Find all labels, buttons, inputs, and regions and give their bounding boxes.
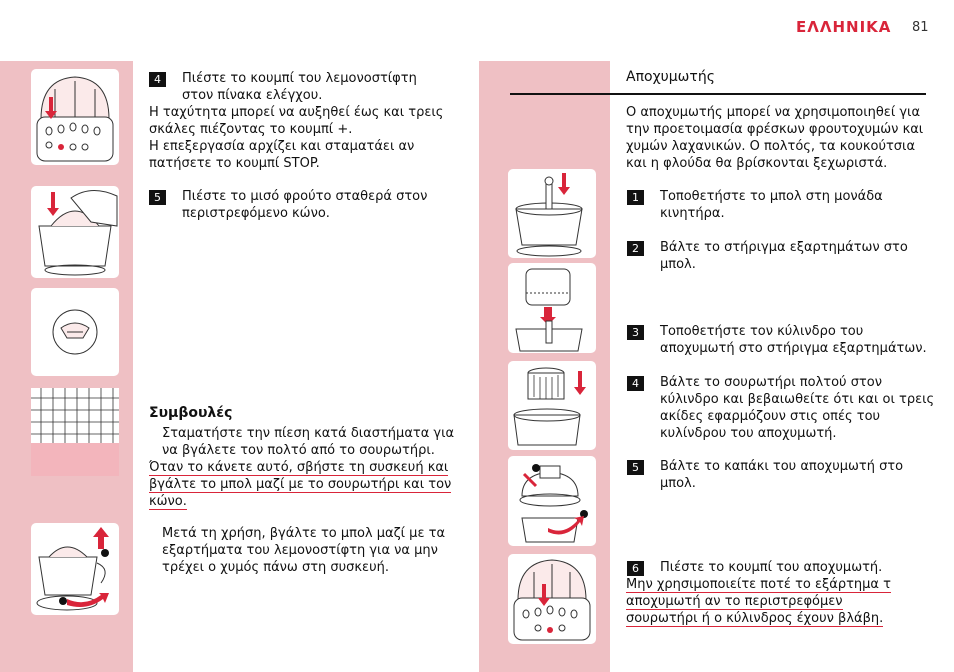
step-4-line: στον πίνακα ελέγχου.: [182, 88, 323, 103]
step-number-5: 5: [149, 190, 166, 205]
cylinder-illustration: [508, 361, 596, 450]
step-line: Βάλτε το σουρωτήρι πολτού στον: [660, 375, 882, 390]
tiled-wall-illustration: [31, 388, 119, 476]
after-use-text: [162, 525, 445, 576]
intro-line: την προετοιμασία φρέσκων φρουτοχυμών και: [626, 122, 924, 137]
juicer-step-6-text: [660, 559, 882, 576]
juicer-step-number-2: 2: [627, 241, 644, 256]
juicer-step-1-text: [660, 188, 883, 222]
page-number: 81: [912, 20, 929, 35]
step-line: κινητήρα.: [660, 206, 725, 221]
warning-line: Μην χρησιμοποιείτε ποτέ το εξάρτημα τ: [626, 577, 891, 592]
intro-text: [626, 104, 923, 172]
detail-line: Η επεξεργασία αρχίζει και σταματάει αν: [149, 139, 415, 154]
step-line: κυλίνδρου του αποχυμωτή.: [660, 426, 837, 441]
step-line: μπολ.: [660, 476, 696, 491]
juicer-step-number-6: 6: [627, 561, 644, 576]
intro-line: Ο αποχυμωτής μπορεί να χρησιμοποιηθεί για: [626, 105, 921, 120]
underlined-line: Όταν το κάνετε αυτό, σβήστε τη συσκευή και: [149, 460, 449, 475]
warning-line: αποχυμωτή αν το περιστρεφόμεν: [626, 594, 843, 609]
step-4-details: [149, 104, 443, 172]
lid-illustration: [508, 456, 596, 546]
tips-line: να βγάλετε τον πολτό από το σουρωτήρι.: [162, 443, 435, 458]
juicer-button-illustration: [508, 554, 596, 644]
control-panel-illustration: [31, 69, 119, 165]
tips-title: Συμβουλές: [149, 405, 233, 421]
warning-line: σουρωτήρι ή ο κύλινδρος έχουν βλάβη.: [626, 611, 884, 626]
after-line: Μετά τη χρήση, βγάλτε το μπολ μαζί με τα: [162, 526, 446, 541]
juicer-step-3-text: [660, 323, 927, 357]
tips-text: [162, 425, 454, 459]
intro-line: χυμών λαχανικών. Ο πολτός, τα κουκούτσια: [626, 139, 916, 154]
juicer-step-5-text: [660, 458, 903, 492]
after-line: εξαρτήματα του λεμονοστίφτη για να μην: [162, 543, 438, 558]
step-line: Πιέστε το κουμπί του αποχυμωτή.: [660, 560, 883, 575]
step-line: Τοποθετήστε το μπολ στη μονάδα: [660, 189, 883, 204]
bowl-on-motor-illustration: [508, 169, 596, 258]
step-5-text: [182, 188, 427, 222]
juicer-step-number-4: 4: [627, 376, 644, 391]
juicer-step-number-1: 1: [627, 190, 644, 205]
accessory-holder-illustration: [508, 263, 596, 353]
tips-line: Σταματήστε την πίεση κατά διαστήματα για: [162, 426, 455, 441]
section-rule: [510, 93, 926, 95]
step-line: ακίδες εφαρμόζουν στις οπές του: [660, 409, 881, 424]
step-4-line: Πιέστε το κουμπί του λεμονοστίφτη: [182, 71, 417, 86]
tips-underlined-text: [149, 459, 451, 510]
juicer-step-number-5: 5: [627, 460, 644, 475]
step-number-4: 4: [149, 72, 166, 87]
underlined-line: βγάλτε το μπολ μαζί με το σουρωτήρι και τον: [149, 477, 452, 492]
pressing-fruit-illustration: [31, 186, 119, 278]
detail-line: πατήσετε το κουμπί STOP.: [149, 156, 320, 171]
intro-line: και η φλούδα θα βρίσκονται ξεχωριστά.: [626, 156, 888, 171]
juicer-step-2-text: [660, 239, 908, 273]
step-line: αποχυμωτή στο στήριγμα εξαρτημάτων.: [660, 341, 927, 356]
underlined-line: κώνο.: [149, 494, 187, 509]
after-line: τρέχει ο χυμός πάνω στη συσκευή.: [162, 560, 389, 575]
section-title: Αποχυμωτής: [626, 69, 715, 85]
step-line: Τοποθετήστε τον κύλινδρο του: [660, 324, 864, 339]
step-5-line: Πιέστε το μισό φρούτο σταθερά στον: [182, 189, 428, 204]
step-line: κύλινδρο και βεβαιωθείτε ότι και οι τρεις: [660, 392, 935, 407]
detail-line: Η ταχύτητα μπορεί να αυξηθεί έως και τρεις: [149, 105, 444, 120]
juicer-step-4-text: [660, 374, 934, 442]
step-4-text: [182, 70, 417, 104]
step-5-line: περιστρεφόμενο κώνο.: [182, 206, 330, 221]
step-line: μπολ.: [660, 257, 696, 272]
step-line: Βάλτε το καπάκι του αποχυμωτή στο: [660, 459, 904, 474]
juicer-step-number-3: 3: [627, 325, 644, 340]
detail-line: σκάλες πιέζοντας το κουμπί +.: [149, 122, 353, 137]
cone-top-view-illustration: [31, 288, 119, 376]
warning-text: [626, 576, 891, 627]
language-label: ΕΛΛΗΝΙΚΑ: [796, 18, 892, 36]
remove-bowl-illustration: [31, 523, 119, 615]
step-line: Βάλτε το στήριγμα εξαρτημάτων στο: [660, 240, 908, 255]
